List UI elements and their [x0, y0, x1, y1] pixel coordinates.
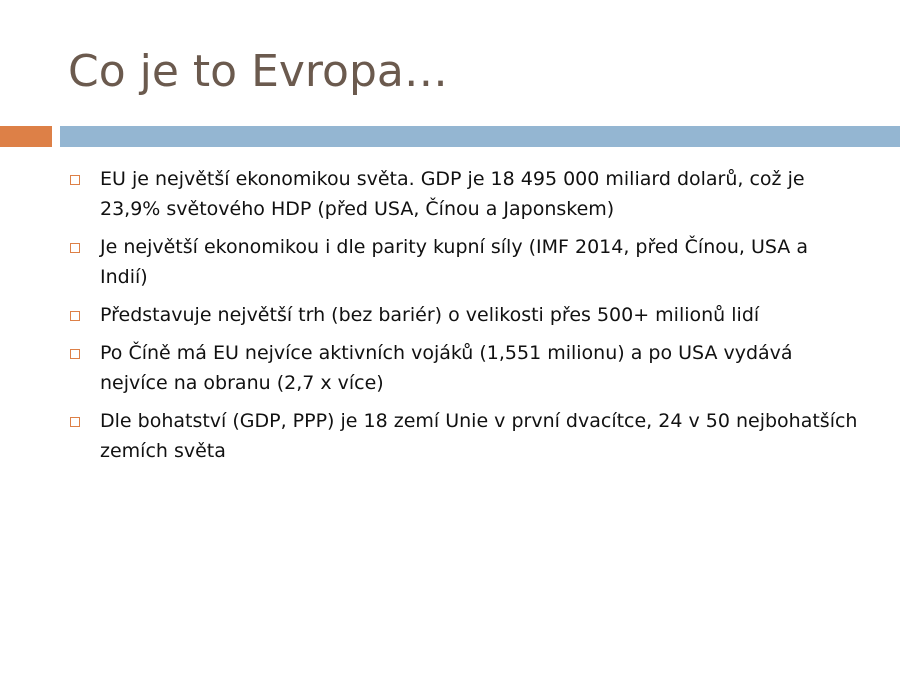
bullet-item — [68, 338, 858, 398]
bullet-text: Představuje největší trh (bez bariér) o velikosti přes 500+ milionů lidí — [100, 304, 760, 326]
bullet-text: Je největší ekonomikou i dle parity kupní síly (IMF 2014, před Čínou, USA a Indií) — [100, 236, 808, 288]
square-bullet-icon — [70, 417, 80, 427]
bullet-text: Dle bohatství (GDP, PPP) je 18 zemí Unie v první dvacítce, 24 v 50 nejbohatších zemích světa — [100, 410, 858, 462]
bullet-text: Po Číně má EU nejvíce aktivních vojáků (1,551 milionu) a po USA vydává nejvíce na obranu (2,7 x více) — [100, 342, 793, 394]
square-bullet-icon — [70, 349, 80, 359]
square-bullet-icon — [70, 243, 80, 253]
accent-bar-blue — [60, 126, 900, 147]
accent-bar-orange — [0, 126, 52, 147]
slide-title: Co je to Evropa… — [68, 46, 448, 97]
bullet-text: EU je největší ekonomikou světa. GDP je 18 495 000 miliard dolarů, což je 23,9% světového HDP (před USA, Čínou a Japonskem) — [100, 168, 805, 220]
bullet-item — [68, 164, 858, 224]
square-bullet-icon — [70, 175, 80, 185]
bullet-item — [68, 300, 858, 330]
bullet-list — [68, 164, 858, 474]
bullet-item — [68, 406, 858, 466]
bullet-item — [68, 232, 858, 292]
square-bullet-icon — [70, 311, 80, 321]
